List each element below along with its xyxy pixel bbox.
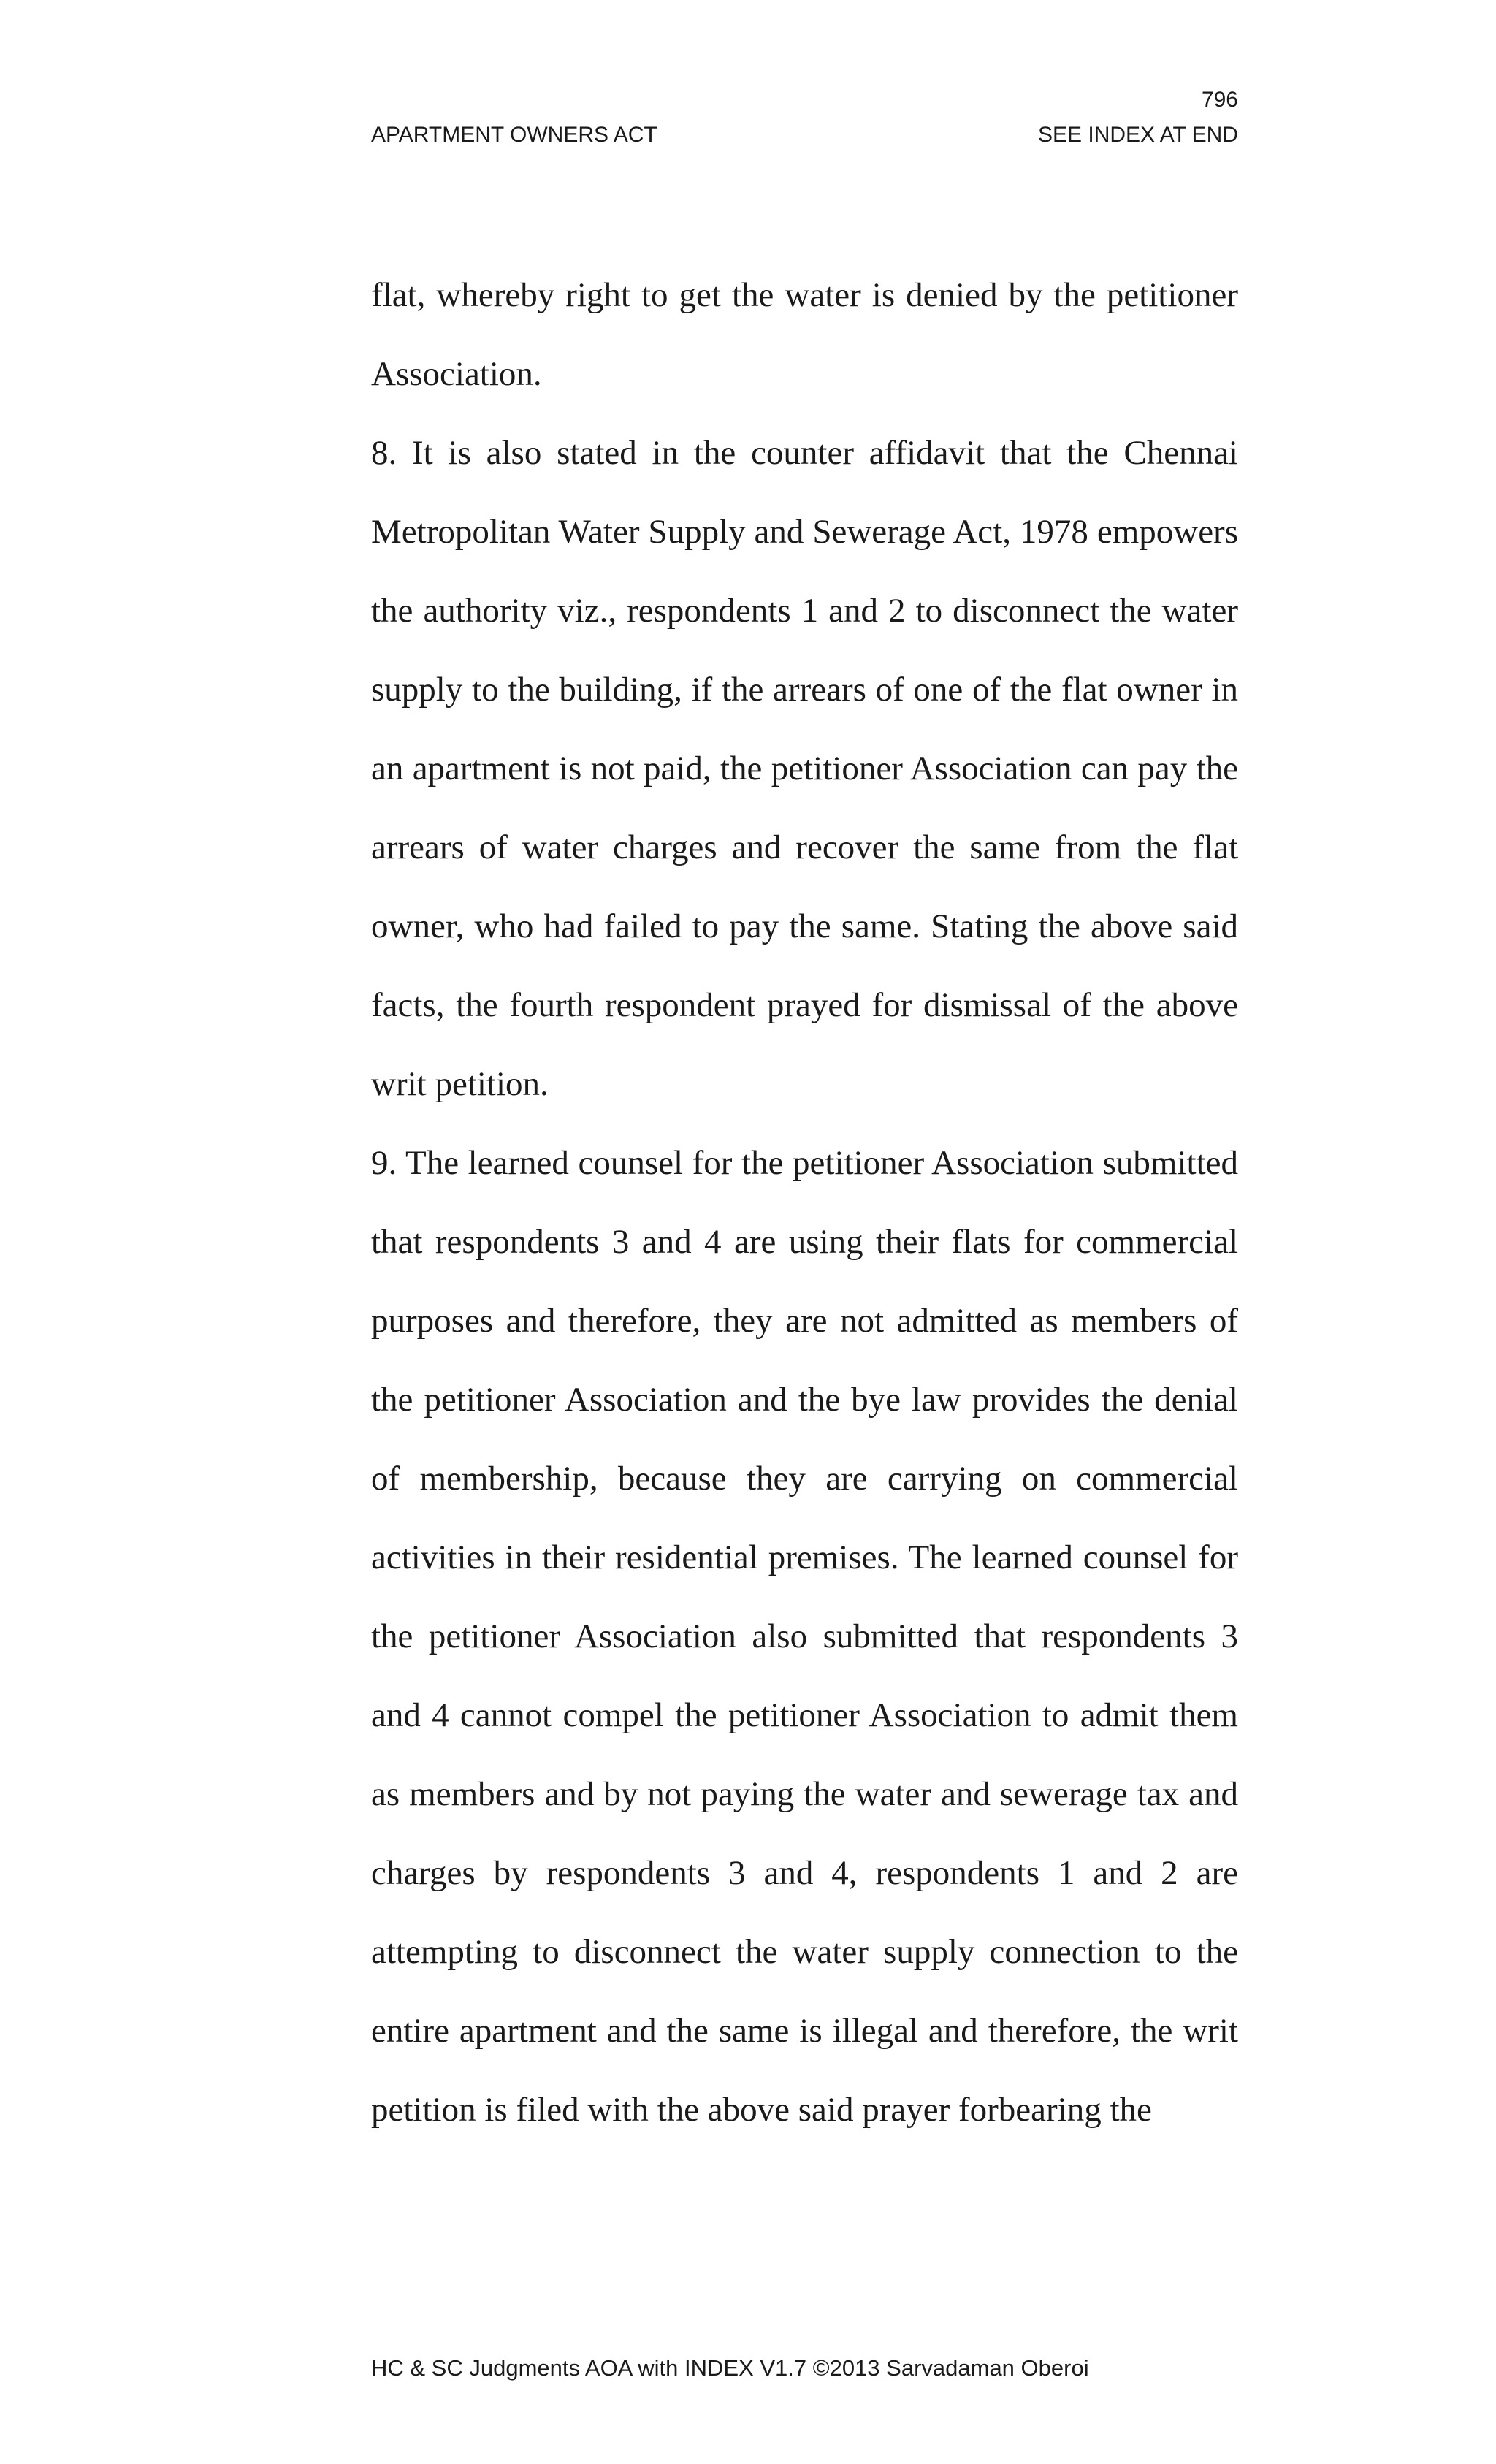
page-number: 796 xyxy=(1201,88,1238,112)
paragraph-8: 8. It is also stated in the counter affidavit that the Chennai Metropolitan Water Supply and Sewerage Act, 1978 empowers the authority viz., respondents 1 and 2 to disconnect the water supply to the building, if the arrears of one of the flat owner in an apartment is not paid, the petitioner Association can pay the arrears of water charges and recover the same from the flat owner, who had failed to pay the same. Stating the above said facts, the fourth respondent prayed for dismissal of the above writ petition. xyxy=(371,434,1238,1103)
paragraph-continuation: flat, whereby right to get the water is denied by the petitioner Association. xyxy=(371,276,1238,393)
running-header-index-note: SEE INDEX AT END xyxy=(1038,123,1238,147)
running-header xyxy=(371,123,1238,148)
document-body xyxy=(371,256,1238,2149)
running-header-title: APARTMENT OWNERS ACT xyxy=(371,123,657,147)
page-footer: HC & SC Judgments AOA with INDEX V1.7 ©2013 Sarvadaman Oberoi xyxy=(371,2355,1089,2381)
paragraph-9: 9. The learned counsel for the petitioner Association submitted that respondents 3 and 4 are using their flats for commercial purposes and therefore, they are not admitted as members of the petitioner Association and the bye law provides the denial of membership, because they are carrying on commercial activities in their residential premises. The learned counsel for the petitioner Association also submitted that respondents 3 and 4 cannot compel the petitioner Association to admit them as members and by not paying the water and sewerage tax and charges by respondents 3 and 4, respondents 1 and 2 are attempting to disconnect the water supply connection to the entire apartment and the same is illegal and therefore, the writ petition is filed with the above said prayer forbearing the xyxy=(371,1144,1238,2129)
